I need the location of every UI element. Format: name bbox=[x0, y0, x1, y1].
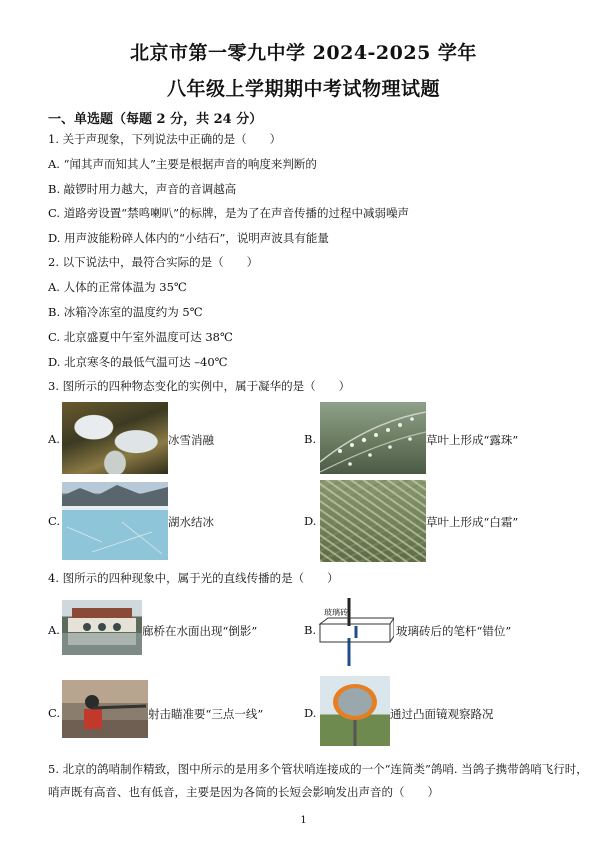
convex-mirror-photo bbox=[320, 676, 390, 746]
question-4-option-a-letter: A. bbox=[48, 623, 60, 637]
question-4-option-c-letter: C. bbox=[48, 706, 61, 720]
frost-grass-photo bbox=[320, 480, 426, 562]
question-3-option-d-text: 草叶上形成“白霜” bbox=[426, 515, 519, 529]
question-3-stem: 3. 图所示的四种物态变化的实例中，属于凝华的是（ ） bbox=[48, 379, 351, 393]
question-4-option-a-text: 廊桥在水面出现“倒影” bbox=[142, 624, 258, 638]
question-3-option-d-letter: D. bbox=[304, 514, 317, 528]
question-3-option-a-letter: A. bbox=[48, 432, 60, 446]
ice-melting-photo bbox=[62, 402, 168, 474]
question-1-option-b: B. 敲锣时用力越大，声音的音调越高 bbox=[48, 182, 237, 196]
question-2-option-b: B. 冰箱冷冻室的温度约为 5℃ bbox=[48, 305, 203, 319]
page-number: 1 bbox=[300, 815, 307, 826]
question-5-line1: 5. 北京的鸽哨制作精致，图中所示的是用多个管状哨连接成的一个“连筒类”鸽哨. 当鸽子携带鸽哨飞行时， bbox=[48, 762, 588, 776]
question-1-option-a: A. “闻其声而知其人”主要是根据声音的响度来判断的 bbox=[48, 157, 317, 171]
question-4-option-b-text: 玻璃砖后的笔杆“错位” bbox=[396, 624, 512, 638]
question-4-option-b-letter: B. bbox=[304, 623, 317, 637]
question-3-option-a-text: 冰雪消融 bbox=[168, 433, 214, 447]
shooting-aim-photo bbox=[62, 680, 148, 738]
question-5-line2: 哨声既有高音、也有低音，主要是因为各筒的长短会影响发出声音的（ ） bbox=[48, 785, 439, 799]
exam-title-line1: 北京市第一零九中学 2024-2025 学年 bbox=[130, 42, 477, 64]
question-2-option-a: A. 人体的正常体温为 35℃ bbox=[48, 280, 187, 294]
question-1-option-c: C. 道路旁设置“禁鸣喇叭”的标牌，是为了在声音传播的过程中减弱噪声 bbox=[48, 206, 409, 220]
question-2-stem: 2. 以下说法中，最符合实际的是（ ） bbox=[48, 255, 259, 269]
question-3-option-c-text: 湖水结冰 bbox=[168, 515, 214, 529]
question-4-option-c-text: 射击瞄准要“三点一线” bbox=[148, 707, 264, 721]
question-4-stem: 4. 图所示的四种现象中，属于光的直线传播的是（ ） bbox=[48, 571, 339, 585]
dew-drops-photo bbox=[320, 402, 426, 474]
question-1-option-d: D. 用声波能粉碎人体内的“小结石”，说明声波具有能量 bbox=[48, 231, 329, 245]
glass-brick-label: 玻璃砖 bbox=[324, 608, 348, 617]
section-heading: 一、单选题（每题 2 分，共 24 分） bbox=[48, 112, 263, 127]
question-3-option-b-text: 草叶上形成“露珠” bbox=[426, 433, 519, 447]
exam-title-line2: 八年级上学期期中考试物理试题 bbox=[166, 78, 440, 100]
bridge-reflection-photo bbox=[62, 600, 142, 655]
question-4-option-d-letter: D. bbox=[304, 706, 317, 720]
frozen-lake-photo bbox=[62, 482, 168, 560]
pen-glass-diagram bbox=[316, 598, 394, 666]
question-3-option-c-letter: C. bbox=[48, 514, 61, 528]
question-4-option-d-text: 通过凸面镜观察路况 bbox=[390, 707, 494, 721]
question-2-option-d: D. 北京寒冬的最低气温可达 –40℃ bbox=[48, 355, 228, 369]
question-2-option-c: C. 北京盛夏中午室外温度可达 38℃ bbox=[48, 330, 233, 344]
question-3-option-b-letter: B. bbox=[304, 432, 317, 446]
question-1-stem: 1. 关于声现象，下列说法中正确的是（ ） bbox=[48, 132, 282, 146]
